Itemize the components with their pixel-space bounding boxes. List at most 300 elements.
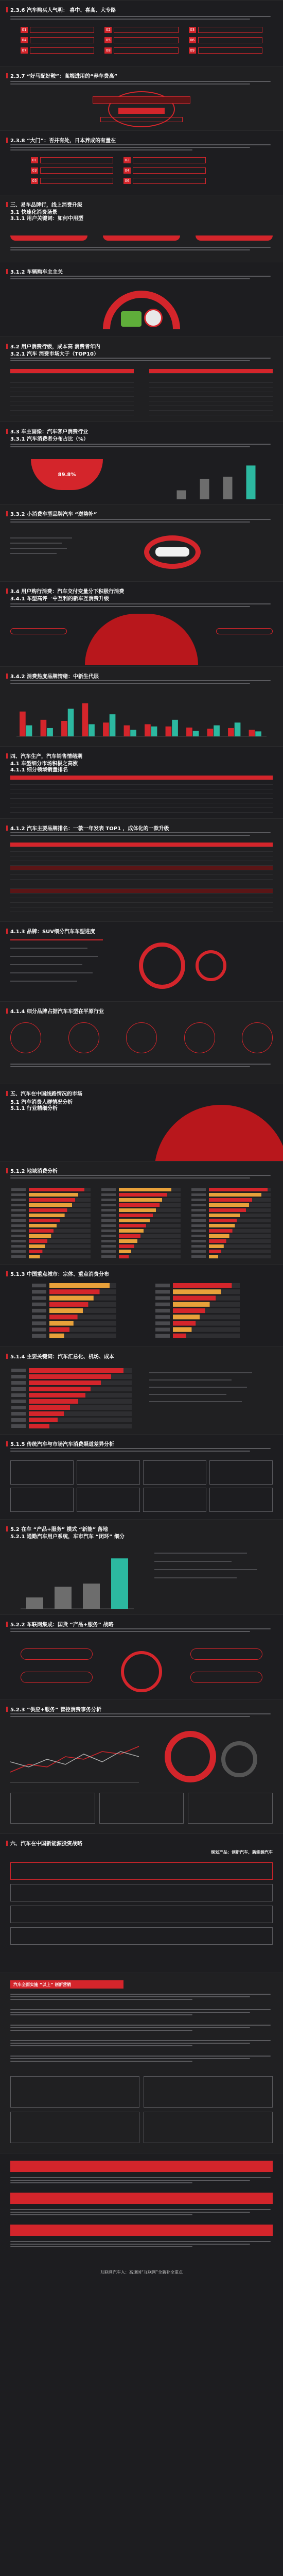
bar-label-placeholder bbox=[32, 1334, 46, 1338]
bar-label-placeholder bbox=[11, 1255, 26, 1258]
paragraph bbox=[10, 2177, 271, 2184]
section-title: 3.2 用户消费行级，成本高 消费者年内 bbox=[10, 344, 100, 350]
bar-label-placeholder bbox=[155, 1328, 170, 1332]
bar bbox=[207, 729, 214, 736]
section-subtitle: 5.2.1 通勤汽车用户系统，车市汽车 “闭环” 细分 bbox=[10, 1534, 125, 1540]
info-card bbox=[209, 1488, 273, 1512]
bar bbox=[29, 1424, 49, 1428]
bar-label-placeholder bbox=[155, 1296, 170, 1300]
bar bbox=[209, 1214, 240, 1217]
paragraph bbox=[10, 1064, 271, 1071]
bar bbox=[119, 1255, 129, 1258]
bar-label-placeholder bbox=[11, 1199, 26, 1201]
pill-label bbox=[216, 628, 273, 634]
bar-label-placeholder bbox=[32, 1321, 46, 1325]
bar-label-placeholder bbox=[11, 1214, 26, 1217]
pill-label bbox=[10, 628, 67, 634]
bar bbox=[173, 1334, 186, 1338]
bar-label-placeholder bbox=[11, 1245, 26, 1248]
bar bbox=[103, 722, 109, 736]
info-card bbox=[10, 2076, 139, 2108]
red-banner bbox=[10, 2225, 273, 2236]
bar bbox=[173, 1321, 196, 1325]
bar-label-placeholder bbox=[11, 1230, 26, 1232]
section-3-4-2 bbox=[0, 666, 283, 746]
money-icon bbox=[121, 311, 142, 327]
section-subtitle: 3.1 快速化消费场景 bbox=[10, 210, 58, 215]
bar bbox=[29, 1214, 65, 1217]
section-title: 5.1.4 主要关键词：汽车汇总化、机场、成本 bbox=[10, 1354, 114, 1360]
bar-label-placeholder bbox=[11, 1424, 26, 1428]
red-banner bbox=[10, 2193, 273, 2204]
bar-label-placeholder bbox=[11, 1387, 26, 1391]
semi-gauge bbox=[103, 291, 180, 336]
bar bbox=[49, 1315, 78, 1319]
bar-label-placeholder bbox=[155, 1315, 170, 1319]
bar-label-placeholder bbox=[155, 1321, 170, 1325]
section-3-3 bbox=[0, 422, 283, 504]
bar bbox=[29, 1368, 123, 1373]
paragraph bbox=[10, 603, 271, 611]
section-title: 2.3.8 “大门”：否并有处，日本养成的有量在 bbox=[10, 138, 116, 144]
section-subtitle: 3.2.1 汽车 消费市场大于（TOP10） bbox=[10, 351, 99, 357]
info-card bbox=[99, 1793, 184, 1824]
bar-label-placeholder bbox=[11, 1188, 26, 1191]
bar bbox=[214, 726, 220, 736]
bar bbox=[49, 1327, 69, 1332]
bar bbox=[209, 1193, 261, 1197]
bar bbox=[29, 1387, 91, 1391]
bar-label-placeholder bbox=[11, 1209, 26, 1211]
horizontal-bar-chart bbox=[10, 1368, 134, 1429]
info-card bbox=[143, 1460, 206, 1485]
red-dome bbox=[85, 614, 198, 665]
bar-label-placeholder bbox=[155, 1284, 170, 1287]
bar bbox=[249, 730, 255, 736]
section-3-4 bbox=[0, 581, 283, 666]
bar-label-placeholder bbox=[101, 1230, 116, 1232]
side-text: 规划产品：创新汽车、新能源汽车 bbox=[211, 1850, 273, 1855]
horizontal-bar-chart bbox=[31, 1283, 118, 1339]
section-4-1-4 bbox=[0, 1001, 283, 1084]
bar-label-placeholder bbox=[101, 1235, 116, 1237]
section-title: 四、汽车生产，汽车销售情绪期 bbox=[10, 754, 82, 760]
bar bbox=[130, 730, 136, 736]
bar-label-placeholder bbox=[101, 1240, 116, 1242]
bar bbox=[26, 1597, 43, 1609]
section-title: 5.2.2 车联网集成：国货 “产品+服务” 战略 bbox=[10, 1622, 114, 1628]
paragraph bbox=[10, 144, 271, 151]
brand-table bbox=[10, 843, 273, 912]
bar bbox=[49, 1321, 74, 1325]
bar bbox=[29, 1255, 40, 1258]
section-6-1 bbox=[0, 1973, 283, 2153]
paragraph bbox=[10, 2025, 271, 2032]
paragraph bbox=[10, 1175, 271, 1182]
footer-bar bbox=[0, 2262, 283, 2282]
paragraph bbox=[10, 1713, 271, 1721]
car-icon bbox=[144, 309, 163, 327]
info-card-grid bbox=[10, 1460, 273, 1512]
section-5-1-4 bbox=[0, 1346, 283, 1434]
grouped-bar-chart bbox=[10, 693, 273, 742]
bar bbox=[47, 728, 53, 736]
stat-list-right bbox=[149, 1370, 268, 1422]
brand-icon bbox=[10, 1022, 41, 1053]
stat-list-left bbox=[10, 937, 113, 994]
bar-label-placeholder bbox=[101, 1188, 116, 1191]
bar bbox=[119, 1250, 131, 1253]
info-card bbox=[10, 1460, 74, 1485]
paragraph bbox=[10, 832, 271, 839]
info-card bbox=[10, 1793, 95, 1824]
section-5-2-3 bbox=[0, 1699, 283, 1833]
bar bbox=[29, 1198, 75, 1202]
bar-label-placeholder bbox=[101, 1199, 116, 1201]
bar bbox=[209, 1203, 249, 1207]
stat-list-right bbox=[154, 1551, 268, 1602]
bar bbox=[209, 1250, 221, 1253]
paragraph bbox=[10, 519, 271, 526]
bar bbox=[151, 727, 157, 736]
section-title: 汽车全面实施 “以上” 创新营销 bbox=[13, 1982, 72, 1987]
info-card bbox=[10, 1488, 74, 1512]
bar bbox=[29, 1219, 60, 1222]
brand-icon bbox=[184, 1022, 215, 1053]
bar-label-placeholder bbox=[101, 1214, 116, 1217]
bar bbox=[29, 1234, 51, 1238]
bar bbox=[29, 1193, 78, 1197]
bar bbox=[173, 1283, 232, 1288]
section-subtitle: 3.1.1 用户关键词：如何中用型 bbox=[10, 216, 83, 222]
paragraph bbox=[10, 2040, 271, 2047]
bar-label-placeholder bbox=[155, 1334, 170, 1338]
bar-label-placeholder bbox=[11, 1381, 26, 1385]
info-card bbox=[144, 2076, 273, 2108]
section-title: 2.3.7 “好马配好鞍”：高端进用的“养车费高” bbox=[10, 74, 118, 79]
bar-label-placeholder bbox=[191, 1230, 206, 1232]
bar bbox=[209, 1255, 218, 1258]
section-2-3-8 bbox=[0, 130, 283, 195]
section-title: 5.1.2 地域消费分析 bbox=[10, 1169, 58, 1174]
section-title: 3.4.2 消费热度品牌情绪：中新生代层 bbox=[10, 674, 99, 680]
bar bbox=[235, 722, 241, 736]
bar-label-placeholder bbox=[11, 1240, 26, 1242]
bar bbox=[255, 731, 261, 736]
bar bbox=[68, 709, 74, 736]
info-card bbox=[77, 1460, 140, 1485]
bar-label-placeholder bbox=[32, 1315, 46, 1319]
donut-chart bbox=[165, 1731, 216, 1782]
bar-label-placeholder bbox=[11, 1193, 26, 1196]
brand-icon bbox=[126, 1022, 157, 1053]
ranking-table bbox=[10, 776, 273, 813]
ring-chart bbox=[139, 942, 185, 989]
bar bbox=[173, 1302, 210, 1307]
donut-chart bbox=[221, 1741, 257, 1777]
paragraph bbox=[10, 680, 271, 687]
data-table-right bbox=[149, 369, 273, 415]
bar bbox=[209, 1188, 268, 1191]
horizontal-bar-chart bbox=[100, 1187, 183, 1259]
bar bbox=[166, 727, 172, 736]
bar-chart bbox=[21, 1548, 134, 1610]
bar bbox=[29, 1405, 70, 1410]
bar bbox=[223, 477, 233, 499]
bar-label-placeholder bbox=[191, 1219, 206, 1222]
bar bbox=[173, 1308, 205, 1313]
bar-label-placeholder bbox=[101, 1193, 116, 1196]
bar-label-placeholder bbox=[191, 1199, 206, 1201]
bar bbox=[41, 720, 47, 736]
paragraph bbox=[10, 444, 271, 451]
section-title: 4.1.2 汽车主要品牌排名：一款一年发表 TOP1 ，成体化的一款升级 bbox=[10, 826, 169, 832]
bar-label-placeholder bbox=[11, 1375, 26, 1378]
bar bbox=[172, 720, 178, 736]
paragraph bbox=[10, 2241, 271, 2248]
bar bbox=[119, 1214, 153, 1217]
info-card bbox=[209, 1460, 273, 1485]
brand-icon bbox=[68, 1022, 99, 1053]
bar bbox=[49, 1334, 64, 1338]
section-subtitle: 3.4.1 车型高评一中互利的新车互消费升级 bbox=[10, 596, 109, 602]
keyword-grid: 01 02 03 04 05 06 07 08 09 bbox=[21, 26, 262, 54]
paragraph bbox=[10, 1628, 271, 1636]
section-subtitle: 5.1 汽车消费人群情况分析 bbox=[10, 1100, 73, 1105]
bar bbox=[49, 1302, 88, 1307]
bar-label-placeholder bbox=[101, 1209, 116, 1211]
section-title: 4.1.4 细分品牌占据汽车车型在平原行业 bbox=[10, 1009, 104, 1015]
ring-chart bbox=[196, 950, 226, 981]
section-3-2 bbox=[0, 336, 283, 422]
bar-label-placeholder bbox=[32, 1296, 46, 1300]
bar-label-placeholder bbox=[11, 1369, 26, 1372]
section-title: 5.1.5 传统汽车与市场汽车消费渠道差异分析 bbox=[10, 1442, 114, 1447]
bar-label-placeholder bbox=[191, 1245, 206, 1248]
bar-label-placeholder bbox=[191, 1255, 206, 1258]
bar bbox=[119, 1219, 150, 1222]
bar bbox=[29, 1239, 47, 1243]
red-banner bbox=[10, 2161, 273, 2172]
section-4-1-2 bbox=[0, 818, 283, 921]
bar bbox=[173, 1327, 191, 1332]
footer-text: 互联网汽车入：高速国“互联网”全新补全重点 bbox=[100, 2269, 183, 2275]
bar-label-placeholder bbox=[11, 1235, 26, 1237]
section-title: 3.3 车主画像：汽车客户消费行业 bbox=[10, 429, 89, 435]
paragraph bbox=[10, 2209, 271, 2216]
bar bbox=[29, 1229, 54, 1233]
bar bbox=[119, 1229, 144, 1233]
paragraph bbox=[10, 2056, 271, 2063]
bar-label-placeholder bbox=[11, 1418, 26, 1422]
bar bbox=[55, 1587, 72, 1609]
section-4 bbox=[0, 746, 283, 818]
bar-label-placeholder bbox=[11, 1400, 26, 1403]
paragraph bbox=[10, 1448, 271, 1455]
paragraph bbox=[10, 276, 271, 283]
strategy-rows bbox=[10, 1862, 273, 1965]
bar bbox=[29, 1399, 78, 1404]
section-2-3-7 bbox=[0, 66, 283, 130]
bar-label-placeholder bbox=[32, 1303, 46, 1306]
line-chart bbox=[10, 1728, 139, 1785]
section-title: 3.3.2 小消费车型品牌汽车 “逆势补” bbox=[10, 512, 97, 517]
section-subtitle: 5.1.1 行业精细分析 bbox=[10, 1106, 58, 1112]
paragraph bbox=[10, 2009, 271, 2016]
decor-bar bbox=[93, 96, 190, 104]
decor-bar bbox=[118, 108, 165, 114]
bar-label-placeholder bbox=[101, 1219, 116, 1222]
bar-label-placeholder bbox=[191, 1188, 206, 1191]
bar-label-placeholder bbox=[11, 1250, 26, 1253]
section-5-1-2 bbox=[0, 1161, 283, 1264]
bar-label-placeholder bbox=[191, 1240, 206, 1242]
info-card-grid bbox=[10, 2076, 273, 2143]
info-card bbox=[10, 2112, 139, 2143]
bar bbox=[119, 1224, 146, 1227]
bar bbox=[29, 1224, 57, 1227]
bar-label-placeholder bbox=[32, 1309, 46, 1312]
section-title: 3.1.2 车辆购车主主关 bbox=[10, 270, 63, 275]
bar-label-placeholder bbox=[191, 1224, 206, 1227]
paragraph bbox=[10, 358, 271, 365]
bar-label-placeholder bbox=[11, 1393, 26, 1397]
section-2-3-6 bbox=[0, 0, 283, 66]
bar-label-placeholder bbox=[191, 1193, 206, 1196]
section-subtitle: 4.1 车型细分市场积极之高涨 bbox=[10, 761, 78, 767]
data-table-left bbox=[10, 369, 134, 415]
red-sphere bbox=[154, 1105, 283, 1161]
section-5-2-2 bbox=[0, 1614, 283, 1699]
big-percent-shape bbox=[31, 459, 103, 490]
section-title: 5.2.3 “供应+服务” 管控消费事务分析 bbox=[10, 1707, 101, 1713]
brand-icon bbox=[242, 1022, 273, 1053]
bar-label-placeholder bbox=[11, 1219, 26, 1222]
bar bbox=[209, 1244, 224, 1248]
info-card bbox=[188, 1793, 273, 1824]
paragraph bbox=[10, 16, 271, 23]
info-card-grid bbox=[10, 1793, 273, 1824]
bar bbox=[186, 728, 192, 736]
decor-bar bbox=[100, 117, 183, 122]
bar bbox=[209, 1208, 246, 1212]
bar bbox=[119, 1239, 137, 1243]
section-5-1-3 bbox=[0, 1264, 283, 1346]
bar bbox=[29, 1208, 67, 1212]
bar bbox=[228, 728, 234, 736]
bar bbox=[119, 1193, 167, 1197]
section-title: 六、汽车在中国新能源投资战略 bbox=[10, 1841, 82, 1847]
section-3-3-2 bbox=[0, 504, 283, 581]
bar bbox=[119, 1208, 156, 1212]
bar bbox=[111, 1558, 128, 1609]
bar-label-placeholder bbox=[191, 1209, 206, 1211]
hub-diagram bbox=[21, 1643, 262, 1692]
section-6 bbox=[0, 1833, 283, 1973]
section-title: 5.2 在车 “产品+服务” 模式 “新能” 落地 bbox=[10, 1527, 108, 1533]
bar bbox=[20, 712, 26, 736]
bar bbox=[173, 1289, 221, 1294]
section-title-banner bbox=[10, 1980, 123, 1989]
bar bbox=[119, 1198, 162, 1202]
bar bbox=[124, 726, 130, 736]
horizontal-bar-chart bbox=[10, 1187, 93, 1259]
bar bbox=[89, 724, 95, 736]
info-card bbox=[144, 2112, 273, 2143]
bar bbox=[209, 1198, 252, 1202]
bar bbox=[119, 1188, 171, 1191]
horizontal-bar-chart bbox=[190, 1187, 273, 1259]
bar bbox=[209, 1219, 237, 1222]
bar bbox=[119, 1244, 134, 1248]
bar bbox=[119, 1234, 140, 1238]
bar-label-placeholder bbox=[155, 1309, 170, 1312]
bar bbox=[246, 465, 256, 499]
bar bbox=[177, 491, 186, 500]
bar bbox=[61, 721, 67, 736]
car-icon bbox=[155, 547, 189, 557]
bar bbox=[209, 1224, 235, 1227]
bar-label-placeholder bbox=[191, 1204, 206, 1206]
bar-label-placeholder bbox=[11, 1224, 26, 1227]
bar bbox=[173, 1315, 200, 1319]
info-card bbox=[143, 1488, 206, 1512]
section-title: 5.1.3 中国重点城市：宗体、重点消费分布 bbox=[10, 1272, 109, 1277]
paragraph bbox=[10, 247, 271, 254]
icon-row bbox=[10, 1022, 273, 1053]
section-subtitle: 3.3.1 汽车消费者分布占比（%） bbox=[10, 436, 89, 442]
mini-bar-chart bbox=[170, 458, 262, 499]
bar bbox=[119, 1203, 160, 1207]
stat-list bbox=[10, 535, 82, 566]
bar bbox=[29, 1374, 111, 1379]
bar bbox=[193, 731, 199, 736]
section-title: 三、易车品牌行，线上消费升级 bbox=[10, 203, 82, 208]
bar bbox=[145, 724, 151, 736]
bar bbox=[82, 703, 89, 736]
section-title: 3.4 用户购行消费：汽车交付变量分下积极行消费 bbox=[10, 589, 125, 595]
bar bbox=[49, 1308, 83, 1313]
section-3 bbox=[0, 195, 283, 262]
keyword-grid: 01 02 03 04 05 06 bbox=[31, 157, 206, 184]
bar-label-placeholder bbox=[101, 1250, 116, 1253]
bar-label-placeholder bbox=[155, 1290, 170, 1293]
bar bbox=[209, 1234, 229, 1238]
bar-label-placeholder bbox=[191, 1235, 206, 1237]
bar-label-placeholder bbox=[191, 1250, 206, 1253]
bar-label-placeholder bbox=[101, 1245, 116, 1248]
section-6-2 bbox=[0, 2153, 283, 2576]
section-5-2 bbox=[0, 1519, 283, 1614]
big-percent: 89.8% bbox=[58, 472, 76, 478]
bar bbox=[26, 726, 32, 736]
paragraph bbox=[10, 81, 271, 88]
bar bbox=[29, 1380, 101, 1385]
section-3-1-2 bbox=[0, 262, 283, 336]
bar-label-placeholder bbox=[191, 1214, 206, 1217]
bar bbox=[29, 1244, 45, 1248]
red-ribbons bbox=[10, 235, 273, 243]
bar-label-placeholder bbox=[32, 1284, 46, 1287]
section-5-1-5 bbox=[0, 1434, 283, 1519]
bar bbox=[83, 1584, 100, 1609]
bar bbox=[29, 1411, 64, 1416]
bar-label-placeholder bbox=[11, 1406, 26, 1409]
bar-label-placeholder bbox=[11, 1204, 26, 1206]
bar bbox=[29, 1250, 42, 1253]
bar bbox=[209, 1229, 233, 1233]
bar-label-placeholder bbox=[32, 1290, 46, 1293]
